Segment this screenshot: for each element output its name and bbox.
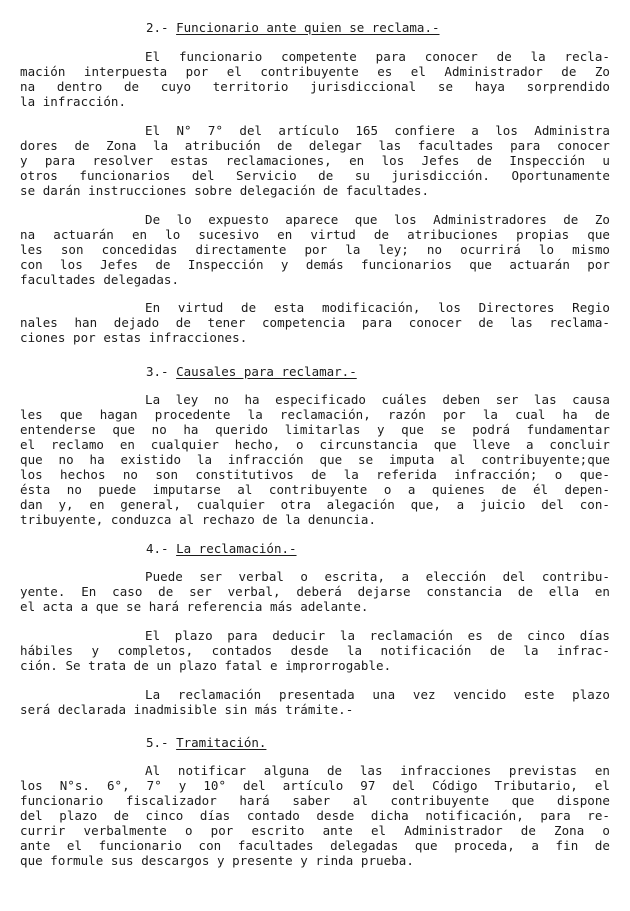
section-heading (146, 20, 440, 35)
text-line: facultades delegadas. (20, 272, 180, 287)
text-line: dores de Zona la atribución de delegar las facultades para conocer (20, 138, 610, 153)
text-line: los hechos no son constitutivos de la referida infracción; o que- (20, 467, 610, 482)
text-line: ción. Se trata de un plazo fatal e improrrogable. (20, 658, 392, 673)
section-heading (146, 735, 266, 750)
text-line: será declarada inadmisible sin más trámite.- (20, 702, 354, 717)
text-line: entenderse que no ha querido limitarlas y que se podrá fundamentar (20, 422, 610, 437)
section-heading (146, 364, 357, 379)
section-title: Tramitación. (176, 735, 267, 750)
section-number: 2.- (146, 20, 169, 35)
text-line: funcionario fiscalizador hará saber al contribuyente que dispone (20, 793, 610, 808)
text-line: les son concedidas directamente por la ley; no ocurrirá lo mismo (20, 242, 610, 257)
section-title: Funcionario ante quien se reclama.- (176, 20, 440, 35)
text-line: tribuyente, conduzca al rechazo de la denuncia. (20, 512, 377, 527)
text-line: con los Jefes de Inspección y demás funcionarios que actuarán por (20, 257, 610, 272)
section-title: La reclamación.- (176, 541, 297, 556)
text-line: De lo expuesto aparece que los Administradores de Zo (145, 212, 610, 227)
text-line: Puede ser verbal o escrita, a elección del contribu- (145, 569, 610, 584)
text-line: y para resolver estas reclamaciones, en los Jefes de Inspección u (20, 153, 610, 168)
section-heading (146, 541, 297, 556)
text-line: na actuarán en lo sucesivo en virtud de atribuciones propias que (20, 227, 610, 242)
section-number: 3.- (146, 364, 169, 379)
text-line: hábiles y completos, contados desde la notificación de la infrac- (20, 643, 610, 658)
text-line: del plazo de cinco días contado desde dicha notificación, para re- (20, 808, 610, 823)
section-number: 5.- (146, 735, 169, 750)
text-line: En virtud de esta modificación, los Directores Regio (145, 300, 610, 315)
text-line: currir verbalmente o por escrito ante el Administrador de Zona o (20, 823, 610, 838)
text-line: les que hagan procedente la reclamación, razón por la cual ha de (20, 407, 610, 422)
text-line: los N°s. 6°, 7° y 10° del artículo 97 del Código Tributario, el (20, 778, 610, 793)
text-line: el reclamo en cualquier hecho, o circunstancia que lleve a concluir (20, 437, 610, 452)
text-line: ante el funcionario con facultades delegadas que proceda, a fin de (20, 838, 610, 853)
text-line: La ley no ha especificado cuáles deben ser las causa (145, 392, 610, 407)
text-line: la infracción. (20, 94, 127, 109)
text-line: ciones por estas infracciones. (20, 330, 248, 345)
text-line: yente. En caso de ser verbal, deberá dejarse constancia de ella en (20, 584, 610, 599)
text-line: que no ha existido la infracción que se imputa al contribuyente;que (20, 452, 610, 467)
text-line: que formule sus descargos y presente y rinda prueba. (20, 853, 414, 868)
text-line: el acta a que se hará referencia más adelante. (20, 599, 369, 614)
text-line: El funcionario competente para conocer de la recla- (145, 49, 610, 64)
section-title: Causales para reclamar.- (176, 364, 357, 379)
text-line: ésta no puede imputarse al contribuyente o a quienes de él depen- (20, 482, 610, 497)
text-line: otros funcionarios del Servicio de su jurisdicción. Oportunamente (20, 168, 610, 183)
text-line: Al notificar alguna de las infracciones previstas en (145, 763, 610, 778)
text-line: se darán instrucciones sobre delegación de facultades. (20, 183, 430, 198)
text-line: na dentro de cuyo territorio jurisdiccional se haya sorprendido (20, 79, 610, 94)
text-line: mación interpuesta por el contribuyente es el Administrador de Zo (20, 64, 610, 79)
text-line: El plazo para deducir la reclamación es de cinco días (145, 628, 610, 643)
section-number: 4.- (146, 541, 169, 556)
text-line: dan y, en general, cualquier otra alegación que, a juicio del con- (20, 497, 610, 512)
text-line: La reclamación presentada una vez vencido este plazo (145, 687, 610, 702)
text-line: El N° 7° del artículo 165 confiere a los Administra (145, 123, 610, 138)
text-line: nales han dejado de tener competencia para conocer de las reclama- (20, 315, 610, 330)
